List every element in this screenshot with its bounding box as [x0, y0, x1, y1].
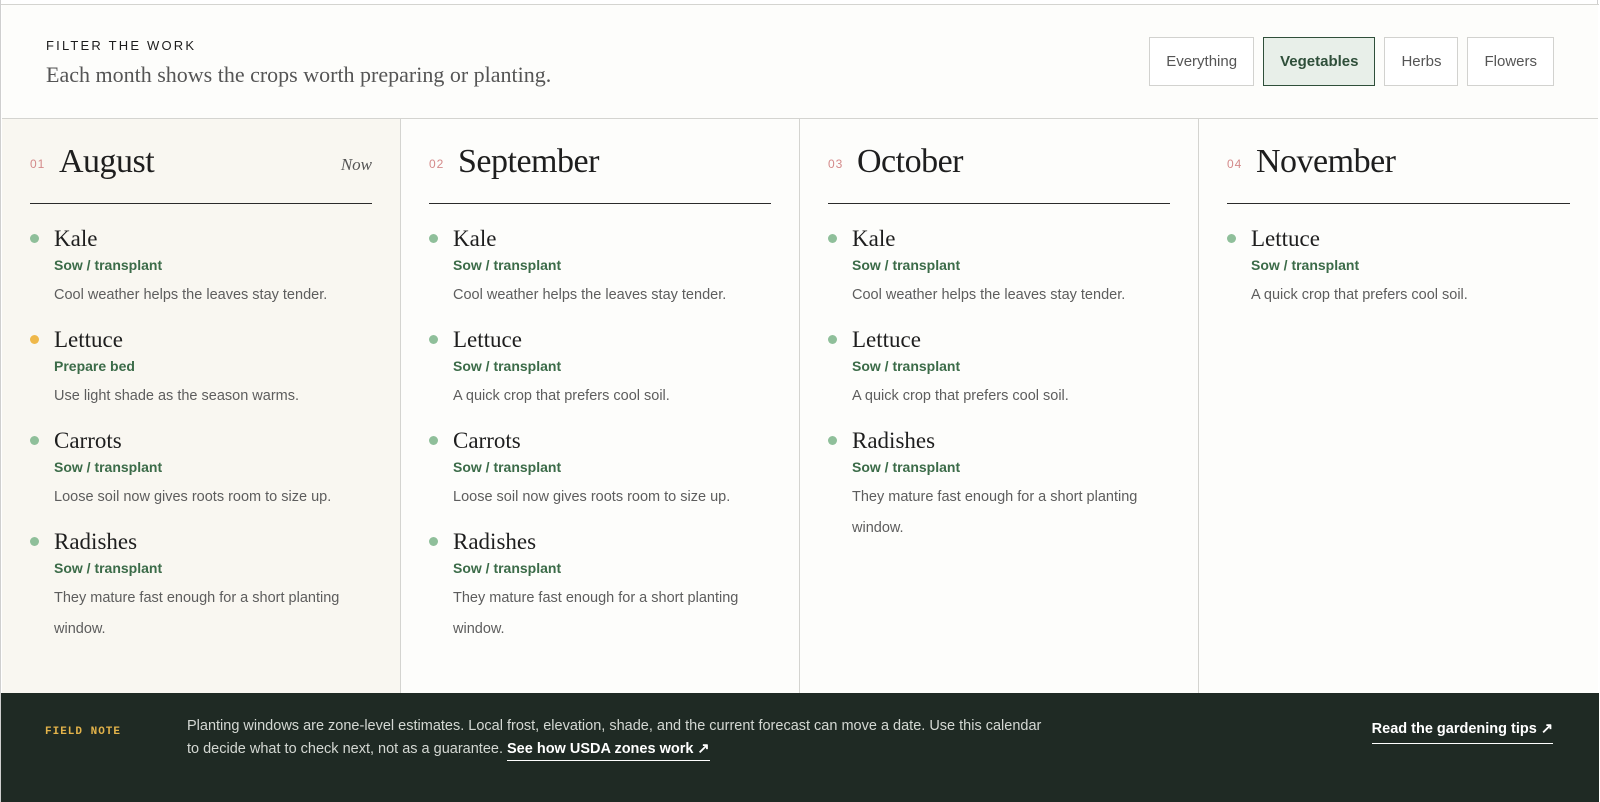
crop-action: Sow / transplant	[54, 459, 163, 475]
crop-action: Sow / transplant	[54, 257, 163, 273]
crop-item	[30, 527, 372, 645]
sow-status-dot-icon	[429, 537, 438, 546]
filter-subtitle: Each month shows the crops worth preparing or planting.	[46, 62, 552, 87]
crop-list	[429, 224, 771, 645]
crop-action: Sow / transplant	[453, 257, 562, 273]
crop-note: They mature fast enough for a short planting window.	[852, 489, 1138, 536]
month-name: September	[458, 143, 599, 180]
crop-note: Use light shade as the season warms.	[54, 388, 300, 404]
sow-status-dot-icon	[429, 335, 438, 344]
crop-action: Sow / transplant	[453, 560, 562, 576]
crop-item	[429, 426, 771, 513]
month-column-august	[2, 119, 401, 693]
month-number: 04	[1227, 157, 1243, 171]
crop-name: Kale	[54, 226, 98, 251]
sow-status-dot-icon	[30, 537, 39, 546]
filter-everything-button[interactable]: Everything	[1149, 37, 1254, 86]
month-header	[429, 119, 771, 204]
crop-action: Sow / transplant	[453, 358, 562, 374]
filter-vegetables-button[interactable]: Vegetables	[1263, 37, 1375, 86]
sow-status-dot-icon	[429, 234, 438, 243]
sow-status-dot-icon	[828, 436, 837, 445]
crop-name: Lettuce	[54, 327, 123, 352]
crop-list	[828, 224, 1170, 544]
crop-item	[828, 426, 1170, 544]
crop-action: Sow / transplant	[1251, 257, 1360, 273]
crop-list	[30, 224, 372, 645]
month-columns	[2, 119, 1598, 693]
crop-item	[828, 325, 1170, 412]
month-number: 03	[828, 157, 844, 171]
sow-status-dot-icon	[30, 234, 39, 243]
crop-note: A quick crop that prefers cool soil.	[852, 388, 1069, 404]
month-header	[1227, 119, 1570, 204]
prepare-status-dot-icon	[30, 335, 39, 344]
crop-note: Cool weather helps the leaves stay tender.	[54, 287, 328, 303]
crop-action: Sow / transplant	[852, 358, 961, 374]
crop-name: Lettuce	[1251, 226, 1320, 251]
crop-action: Sow / transplant	[453, 459, 562, 475]
crop-list	[1227, 224, 1570, 311]
field-note-body: Planting windows are zone-level estimates. Local frost, elevation, shade, and the current forecast can move a date. Use this calendar to decide what to check next, not as a guarantee.	[187, 718, 1042, 757]
crop-note: They mature fast enough for a short planting window.	[453, 590, 739, 637]
crop-name: Carrots	[54, 428, 122, 453]
month-header	[30, 119, 372, 204]
month-column-november	[1199, 119, 1598, 693]
month-name: November	[1256, 143, 1396, 180]
crop-item	[828, 224, 1170, 311]
crop-name: Lettuce	[852, 327, 921, 352]
sow-status-dot-icon	[30, 436, 39, 445]
crop-note: Cool weather helps the leaves stay tender.	[453, 287, 727, 303]
crop-action: Sow / transplant	[852, 257, 961, 273]
crop-item	[429, 224, 771, 311]
field-note-banner	[1, 693, 1599, 802]
current-month-tag: Now	[340, 155, 372, 174]
crop-item	[429, 325, 771, 412]
crop-note: Loose soil now gives roots room to size up.	[54, 489, 332, 505]
month-column-september	[401, 119, 800, 693]
crop-item	[1227, 224, 1570, 311]
crop-action: Sow / transplant	[852, 459, 961, 475]
crop-name: Radishes	[54, 529, 138, 554]
crop-action: Sow / transplant	[54, 560, 163, 576]
crop-note: A quick crop that prefers cool soil.	[453, 388, 670, 404]
sow-status-dot-icon	[828, 335, 837, 344]
month-column-october	[800, 119, 1199, 693]
crop-note: Loose soil now gives roots room to size up.	[453, 489, 731, 505]
crop-item	[30, 325, 372, 412]
month-name: August	[59, 143, 155, 180]
month-number: 02	[429, 157, 445, 171]
crop-action: Prepare bed	[54, 358, 135, 374]
crop-name: Carrots	[453, 428, 521, 453]
month-number: 01	[30, 157, 46, 171]
field-note-text	[187, 715, 1047, 761]
crop-name: Radishes	[852, 428, 936, 453]
crop-note: A quick crop that prefers cool soil.	[1251, 287, 1468, 303]
gardening-tips-link[interactable]: Read the gardening tips ↗	[1372, 721, 1553, 744]
field-note-label: FIELD NOTE	[45, 726, 122, 738]
crop-name: Kale	[852, 226, 896, 251]
filter-flowers-button[interactable]: Flowers	[1467, 37, 1554, 86]
filter-buttons	[1149, 37, 1554, 86]
crop-item	[30, 426, 372, 513]
crop-item	[429, 527, 771, 645]
crop-name: Radishes	[453, 529, 537, 554]
usda-zones-link[interactable]: See how USDA zones work ↗	[507, 741, 710, 761]
crop-note: Cool weather helps the leaves stay tender.	[852, 287, 1126, 303]
crop-name: Lettuce	[453, 327, 522, 352]
filter-herbs-button[interactable]: Herbs	[1384, 37, 1458, 86]
filter-bar	[2, 5, 1598, 119]
crop-item	[30, 224, 372, 311]
crop-note: They mature fast enough for a short planting window.	[54, 590, 340, 637]
sow-status-dot-icon	[429, 436, 438, 445]
sow-status-dot-icon	[828, 234, 837, 243]
month-name: October	[857, 143, 964, 180]
month-header	[828, 119, 1170, 204]
filter-eyebrow: FILTER THE WORK	[46, 38, 197, 53]
crop-name: Kale	[453, 226, 497, 251]
sow-status-dot-icon	[1227, 234, 1236, 243]
